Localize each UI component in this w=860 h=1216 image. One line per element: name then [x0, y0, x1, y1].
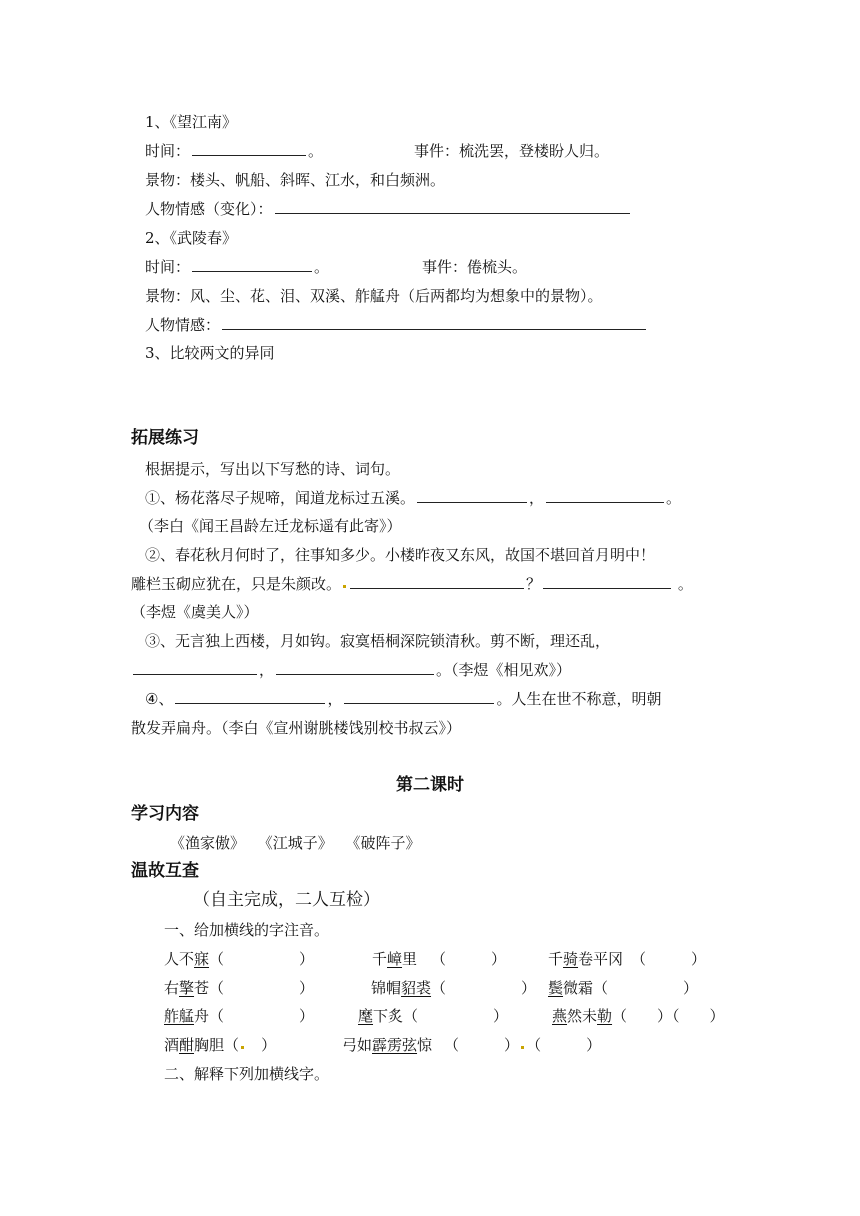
q4-line2: 散发弄扁舟。（李白《宣州谢朓楼饯别校书叔云》）	[131, 719, 462, 737]
extend-intro: 根据提示，写出以下写愁的诗、词句。	[145, 460, 401, 478]
pinyin-item	[164, 1035, 276, 1055]
s1-title: 1、《望江南》	[145, 113, 238, 131]
word-text: 千	[548, 950, 564, 968]
underlined-char: 霹雳弦	[372, 1036, 418, 1054]
q2-line2: 雕栏玉砌应犹在，只是朱颜改。	[131, 575, 342, 593]
word-text: 酒	[164, 1036, 180, 1054]
s1-time-end: 。	[308, 142, 324, 160]
s3-title: 3、比较两文的异同	[145, 344, 275, 362]
pinyin-item	[372, 949, 506, 969]
pinyin-item	[552, 1006, 725, 1026]
review-note: （自主完成，二人互检）	[193, 890, 380, 910]
q4-comma: ，	[327, 690, 343, 708]
word-text: 里	[402, 950, 418, 968]
s1-emotion-row	[145, 199, 632, 219]
pinyin-item	[342, 1035, 601, 1055]
q1-row	[145, 488, 681, 508]
underlined-char: 寐	[194, 950, 210, 968]
answer-slot[interactable]: （ ）	[209, 1007, 315, 1025]
word-text: 胸胆	[194, 1036, 225, 1054]
s2-scenery: 景物：风、尘、花、泪、双溪、舴艋舟（后两都均为想象中的景物）。	[145, 287, 603, 305]
q4-blank-2[interactable]	[344, 689, 494, 704]
word-text: 锦帽	[371, 979, 402, 997]
review-heading: 温故互查	[131, 861, 199, 881]
word-text: 右	[164, 979, 180, 997]
word-text: 千	[372, 950, 388, 968]
q1-source: （李白《闻王昌龄左迁龙标遥有此寄》）	[139, 517, 402, 535]
answer-slot[interactable]: （ ）	[431, 979, 537, 997]
highlight-dot	[521, 1046, 524, 1049]
s2-time-blank[interactable]	[192, 257, 312, 272]
word-text: 下炙	[373, 1007, 404, 1025]
word-text: 人不	[164, 950, 195, 968]
q1-blank-2[interactable]	[546, 488, 664, 503]
underlined-char: 燕	[552, 1007, 568, 1025]
underlined-char: 麾	[358, 1007, 374, 1025]
learn-heading: 学习内容	[131, 804, 199, 824]
answer-slot[interactable]: （ ）	[593, 979, 699, 997]
word-text: 苍	[194, 979, 210, 997]
answer-slot[interactable]: （ ）	[209, 950, 315, 968]
q4-suffix: 。人生在世不称意，明朝	[496, 690, 662, 708]
answer-slot[interactable]: （ ）	[209, 979, 315, 997]
q3-row2	[131, 660, 571, 680]
q-explain: 二、解释下列加横线字。	[164, 1065, 330, 1083]
q4-prefix: ④、	[145, 690, 174, 708]
answer-slot[interactable]: （ ）	[526, 1036, 602, 1054]
underlined-char: 骑	[563, 950, 579, 968]
word-text: 惊	[417, 1036, 433, 1054]
q1-text: ①、杨花落尽子规啼，闻道龙标过五溪。	[145, 489, 416, 507]
underlined-char: 勒	[597, 1007, 613, 1025]
q2-question-mark: ？	[526, 575, 542, 593]
s2-emotion-label: 人物情感：	[145, 316, 221, 334]
q4-blank-1[interactable]	[175, 689, 325, 704]
q2-source: （李煜《虞美人》）	[131, 603, 259, 621]
s1-time-row	[145, 141, 323, 161]
q2-row2	[131, 574, 693, 594]
word-text: 微霜	[563, 979, 594, 997]
q2-period: 。	[677, 575, 693, 593]
s1-scenery: 景物：楼头、帆船、斜晖、江水，和白频洲。	[145, 171, 446, 189]
q-pinyin: 一、给加横线的字注音。	[164, 921, 330, 939]
s2-time-end: 。	[314, 258, 330, 276]
pinyin-item	[548, 949, 706, 969]
q2-text: ②、春花秋月何时了，往事知多少。小楼昨夜又东风，故国不堪回首月明中！	[145, 546, 656, 564]
answer-slot[interactable]: （ ）	[431, 950, 507, 968]
pinyin-item	[164, 978, 314, 998]
s1-event: 事件：梳洗罢，登楼盼人归。	[414, 142, 610, 160]
q3-text: ③、无言独上西楼，月如钩。寂寞梧桐深院锁清秋。剪不断，理还乱，	[145, 632, 611, 650]
answer-slot[interactable]: （ ）	[631, 950, 707, 968]
underlined-char: 鬓	[548, 979, 564, 997]
q1-comma: ，	[529, 489, 545, 507]
underlined-char: 嶂	[387, 950, 403, 968]
s1-emotion-label: 人物情感（变化）：	[145, 200, 273, 218]
word-text: 舟	[194, 1007, 210, 1025]
q1-blank-1[interactable]	[417, 488, 527, 503]
s2-emotion-row	[145, 315, 648, 335]
pinyin-item	[548, 978, 698, 998]
underlined-char: 擎	[179, 979, 195, 997]
learn-texts: 《渔家傲》 《江城子》 《破阵子》	[170, 834, 421, 852]
q3-blank-2[interactable]	[276, 660, 434, 675]
pinyin-item	[358, 1006, 508, 1026]
q4-row	[145, 689, 661, 709]
s2-time-row	[145, 257, 329, 277]
word-text: 卷平冈	[578, 950, 624, 968]
s2-time-label: 时间：	[145, 258, 191, 276]
pinyin-item	[371, 978, 536, 998]
underlined-char: 酣	[179, 1036, 195, 1054]
s1-time-label: 时间：	[145, 142, 191, 160]
q1-period: 。	[666, 489, 682, 507]
s1-emotion-blank[interactable]	[275, 199, 630, 214]
q3-blank-1[interactable]	[133, 660, 257, 675]
answer-slot[interactable]: （ ）（ ）	[612, 1007, 725, 1025]
q2-blank-2[interactable]	[543, 574, 671, 589]
highlight-dot	[343, 585, 346, 588]
word-text: 然未	[567, 1007, 598, 1025]
s1-time-blank[interactable]	[192, 141, 306, 156]
s2-event: 事件：倦梳头。	[422, 258, 528, 276]
s2-emotion-blank[interactable]	[222, 315, 646, 330]
q2-blank-1[interactable]	[350, 574, 524, 589]
lesson2-title: 第二课时	[396, 775, 464, 795]
word-text: 弓如	[342, 1036, 373, 1054]
answer-slot-close[interactable]: ）	[246, 1036, 277, 1054]
underlined-char: 貂裘	[401, 979, 432, 997]
pinyin-item	[164, 949, 314, 969]
pinyin-item	[164, 1006, 314, 1026]
q3-source: 。（李煜《相见欢》）	[436, 661, 572, 679]
extend-heading: 拓展练习	[131, 428, 199, 448]
answer-slot-open[interactable]: （	[224, 1036, 240, 1054]
answer-slot[interactable]: （ ）	[403, 1007, 509, 1025]
s2-title: 2、《武陵春》	[145, 229, 238, 247]
underlined-char: 舴艋	[164, 1007, 195, 1025]
q3-comma: ，	[259, 661, 275, 679]
answer-slot[interactable]: （ ）	[444, 1036, 520, 1054]
highlight-dot	[241, 1046, 244, 1049]
